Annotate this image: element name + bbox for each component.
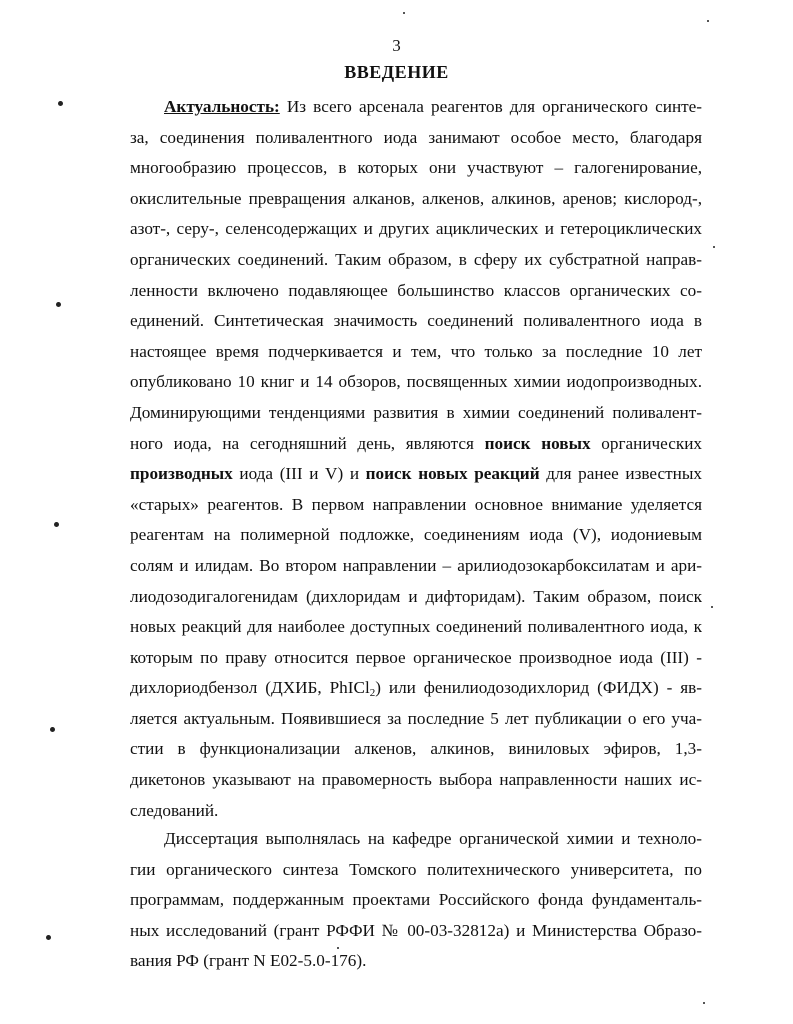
text-line: органических соединений. Таким образом, в сферу их субстратной направ- [130,249,702,269]
margin-dot [50,727,55,732]
text-line: дикетонов указывают на правомерность выбора направленности наших ис- [130,770,702,790]
text-line: реагентам на полимерной подложке, соединениям иода (V), иодониевым [130,525,702,545]
paragraph-relevance [130,92,702,826]
text-line: дихлориодбензол (ДХИБ, PhICl$_2$) или фенилиодозодихлорид (ФИДХ) - яв- [130,678,702,700]
emphasis-derivatives: производных [130,464,233,484]
text-line: окислительные превращения алканов, алкенов, алкинов, аренов; кислород-, [130,188,702,208]
text-line: Диссертация выполнялась на кафедре органической химии и техноло- [164,829,702,848]
text-line: Доминирующими тенденциями развития в химии соединений поливалент- [130,402,702,422]
scan-speck [707,20,709,22]
scan-speck [403,12,405,14]
text-line: которым по праву относится первое органическое производное иода (III) - [130,647,702,667]
text-line: программам, поддержанным проектами Российского фонда фундаменталь- [130,890,702,910]
paragraph-dissertation [130,824,702,977]
page-number: 3 [392,36,401,55]
text-line: единений. Синтетическая значимость соединений поливалентного иода в [130,311,702,331]
text-line: солям и илидам. Во втором направлении – арилиодозокарбоксилатам и ари- [130,555,702,575]
emphasis-new-search: поиск новых [484,433,591,453]
margin-dot [46,935,51,940]
scan-speck [703,1002,705,1004]
text-line: следований. [130,800,219,820]
scan-speck [711,606,713,608]
text-line: за, соединения поливалентного иода занимают особое место, благодаря [130,127,702,147]
text-line: производных иода (III и V) и поиск новых реакций для ранее известных [130,464,702,484]
text-line: азот-, серу-, селенсодержащих и других ациклических и гетероциклических [130,219,702,239]
text-line: ного иода, на сегодняшний день, являются поиск новых органических [130,433,703,453]
text-line: ляется актуальным. Появившиеся за последние 5 лет публикации о его уча- [130,708,702,728]
text-line: новых реакций для наиболее доступных соединений поливалентного иода, к [130,617,702,637]
text-line: лиодозодигалогенидам (дихлоридам и дифторидам). Таким образом, поиск [130,586,702,606]
page-heading: ВВЕДЕНИЕ [344,62,449,82]
scan-speck [337,947,339,949]
text-line: ленности включено подавляющее большинство классов органических со- [130,280,702,300]
margin-dot [56,302,61,307]
text-line: опубликовано 10 книг и 14 обзоров, посвященных химии иодопроизводных. [130,372,702,392]
text-line: настоящее время подчеркивается и тем, что только за последние 10 лет [130,341,702,361]
scan-speck [713,246,715,248]
text-line: «старых» реагентов. В первом направлении основное внимание уделяется [130,494,702,514]
margin-dot [58,101,63,106]
emphasis-new-reactions: поиск новых реакций [365,464,540,484]
relevance-label: Актуальность: [164,97,280,116]
text-line: вания РФ (грант N Е02-5.0-176). [130,951,367,971]
text-line: многообразию процессов, в которых они участвуют – галогенирование, [130,158,702,178]
margin-dot [54,522,59,527]
text-line: гии органического синтеза Томского политехнического университета, по [130,859,702,879]
text-line: Актуальность: Из всего арсенала реагентов для органического синте- [164,97,702,116]
text-line: ных исследований (грант РФФИ № 00-03-32812а) и Министерства Образо- [130,920,702,940]
text-line: стии в функционализации алкенов, алкинов, виниловых эфиров, 1,3- [130,739,702,759]
